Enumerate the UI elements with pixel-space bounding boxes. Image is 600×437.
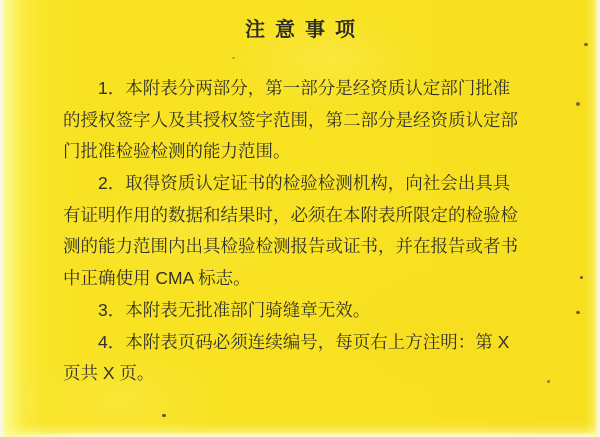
notice-line: 中正确使用 CMA 标志。: [63, 268, 251, 289]
notice-line: 2．取得资质认定证书的检验检测机构，向社会出具具: [98, 173, 511, 194]
notice-paragraph-4: [63, 327, 533, 390]
paper-speck: [232, 57, 235, 59]
notice-line: 的授权签字人及其授权签字范围，第二部分是经资质认定部: [63, 109, 518, 130]
notice-line: 1．本附表分两部分，第一部分是经资质认定部门批准: [98, 78, 511, 98]
notice-line: 3．本附表无批准部门骑缝章无效。: [98, 299, 371, 320]
paper-speck: [576, 102, 580, 106]
paper-speck: [584, 43, 588, 46]
paper-speck: [576, 311, 580, 314]
notice-line: 有证明作用的数据和结果时，必须在本附表所限定的检验检: [63, 204, 518, 225]
notice-paragraph-1: [63, 73, 533, 168]
notice-paragraph-3: [63, 295, 533, 327]
paper-speck: [547, 380, 550, 383]
page-title: 注意事项: [245, 19, 365, 41]
notice-body: [63, 73, 533, 390]
paper-speck: [580, 276, 583, 279]
notice-line: 门批准检验检测的能力范围。: [63, 141, 291, 162]
notice-line: 页共 X 页。: [63, 363, 155, 384]
paper-speck: [162, 414, 166, 417]
notice-paragraph-2: [63, 168, 533, 295]
notice-line: 测的能力范围内出具检验检测报告或证书，并在报告或者书: [63, 236, 518, 257]
notice-line: 4．本附表页码必须连续编号，每页右上方注明：第 X: [98, 331, 510, 352]
